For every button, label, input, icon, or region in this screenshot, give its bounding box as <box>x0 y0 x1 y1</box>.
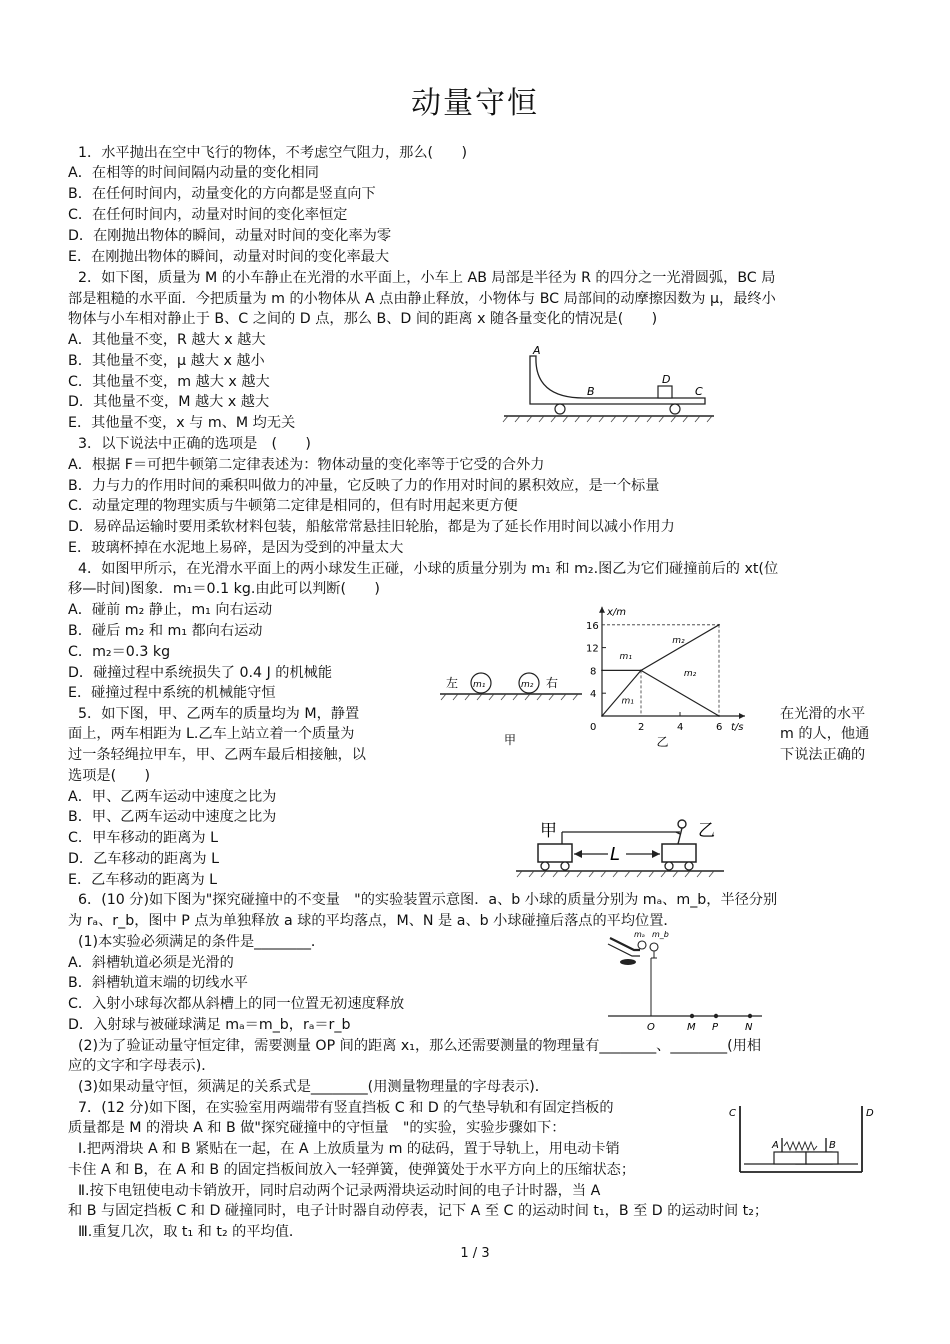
q5-option-e: E．乙车移动的距离为 L <box>68 872 218 888</box>
q3-option-a: A．根据 F＝可把牛顿第二定律表述为：物体动量的变化率等于它受的合外力 <box>68 457 545 473</box>
q1-option-a: A．在相等的时间间隔内动量的变化相同 <box>68 165 319 181</box>
car-jia-wheel-left <box>541 862 549 870</box>
series-1-point-3 <box>718 715 720 717</box>
q5-stem-line2: 面上，两车相距为 L.乙车上站立着一个质量为 <box>68 726 355 742</box>
series-line-2 <box>602 625 719 671</box>
q6-subquestion-3: (3)如果动量守恒，须满足的关系式是________(用测量物理量的字母表示)． <box>78 1079 549 1095</box>
air-track-figure <box>726 1100 886 1180</box>
caption-yi: 乙 <box>656 735 669 748</box>
q4-option-b: B．碰后 m₂ 和 m₁ 都向右运动 <box>68 623 263 639</box>
y-tick-label-8: 8 <box>590 666 597 678</box>
q6-option-c: C．入射小球每次都从斜槽上的同一位置无初速度释放 <box>68 996 405 1012</box>
q2-option-b: B．其他量不变，μ 越大 x 越小 <box>68 353 265 369</box>
label-b: B <box>829 1140 836 1151</box>
car-jia-wheel-right <box>561 862 569 870</box>
label-a: A <box>533 344 541 357</box>
label-left: 左 <box>446 676 459 690</box>
label-a: A <box>772 1140 779 1151</box>
y-axis-arrow <box>599 607 605 613</box>
q1-option-b: B．在任何时间内，动量变化的方向都是竖直向下 <box>68 186 376 202</box>
label-m1: m₁ <box>473 680 486 690</box>
label-jia: 甲 <box>540 821 557 841</box>
ball-b <box>650 943 658 951</box>
cart-wheel-right <box>670 404 680 414</box>
q7-step2-line1: Ⅱ.按下电钮使电动卡销放开，同时启动两个记录两滑块运动时间的电子计时器，当 A <box>78 1183 601 1199</box>
q7-step1-line1: Ⅰ.把两滑块 A 和 B 紧贴在一起，在 A 上放质量为 m 的砝码，置于导轨上，用电动卡销 <box>78 1141 620 1157</box>
q6-option-a: A．斜槽轨道必须是光滑的 <box>68 955 234 971</box>
q5-stem-line3: 过一条轻绳拉甲车，甲、乙两车最后相接触，以 <box>68 747 366 763</box>
q5-option-c: C．甲车移动的距离为 L <box>68 830 219 846</box>
car-jia <box>538 844 572 862</box>
label-n: N <box>745 1022 753 1033</box>
label-yi: 乙 <box>698 821 715 841</box>
label-m2: m₂ <box>521 680 534 690</box>
q4-option-e: E．碰撞过程中系统的机械能守恒 <box>68 685 276 701</box>
label-m: M <box>687 1022 696 1033</box>
balls-figure <box>436 662 586 748</box>
car-yi-wheel-right <box>685 862 693 870</box>
label-d: D <box>662 373 671 386</box>
car-yi-wheel-left <box>665 862 673 870</box>
person-figure <box>676 820 686 844</box>
chute-stand <box>620 959 636 965</box>
q6-subquestion-2-line1: (2)为了验证动量守恒定律，需要测量 OP 间的距离 x₁，那么还需要测量的物理量有________、________(用相 <box>78 1038 762 1054</box>
series-2-point-2 <box>640 670 642 672</box>
label-c: C <box>695 385 703 398</box>
label-d: D <box>866 1108 874 1119</box>
car-yi <box>662 844 696 862</box>
car-ground-hatch <box>517 871 714 877</box>
q4-option-d: D．碰撞过程中系统损失了 0.4 J 的机械能 <box>68 665 333 681</box>
cart-wheel-left <box>555 404 565 414</box>
series-line-1 <box>602 670 719 716</box>
q4-option-c: C．m₂＝0.3 kg <box>68 644 171 660</box>
caption-jia: 甲 <box>504 733 517 747</box>
q7-step1-line2: 卡住 A 和 B，在 A 和 B 的固定挡板间放入一轻弹簧，使弹簧处于水平方向上的压缩状态； <box>68 1162 636 1178</box>
y-tick-label-4: 4 <box>590 689 597 701</box>
q3-option-e: E．玻璃杯掉在水泥地上易碎，是因为受到的冲量太大 <box>68 540 404 556</box>
q4-stem-line1: 4．如图甲所示，在光滑水平面上的两小球发生正碰，小球的质量分别为 m₁ 和 m₂.图乙为它们碰撞前后的 xt(位 <box>78 561 779 577</box>
q2-option-a: A．其他量不变，R 越大 x 越大 <box>68 332 266 348</box>
x-tick-label-4: 4 <box>677 722 684 733</box>
series-2-point-3 <box>718 624 720 626</box>
q7-step2-line2: 和 B 与固定挡板 C 和 D 碰撞同时，电子计时器自动停表，记下 A 至 C 的运动时间 t₁，B 至 D 的运动时间 t₂； <box>68 1203 769 1219</box>
chart-series <box>601 624 720 717</box>
slider-a <box>774 1152 806 1164</box>
x-tick-label-6: 6 <box>716 722 723 733</box>
y-tick-label-16: 16 <box>586 620 599 632</box>
q7-stem-line1: 7．(12 分)如下图，在实验室用两端带有竖直挡板 C 和 D 的气垫导轨和有固定挡板的 <box>78 1100 614 1116</box>
point-n <box>748 1014 752 1018</box>
spring <box>784 1142 817 1150</box>
cart-arc-figure <box>500 342 720 424</box>
point-p <box>714 1014 718 1018</box>
label-p: P <box>712 1022 719 1033</box>
q2-option-d: D．其他量不变，M 越大 x 越大 <box>68 394 270 410</box>
document-title: 动量守恒 <box>411 86 539 121</box>
q6-stem-line2: 为 rₐ、r_b，图中 P 点为单独释放 a 球的平均落点，M、N 是 a、b 小球碰撞后落点的平均位置． <box>68 913 678 929</box>
series-2-label-after: m₂ <box>672 636 685 647</box>
label-b: B <box>587 385 595 398</box>
surface-hatch <box>441 694 578 700</box>
q5-stem-line4: 选项是( ) <box>68 768 151 784</box>
series-2-label-before: m₂ <box>683 669 697 680</box>
q5-option-a: A．甲、乙两车运动中速度之比为 <box>68 789 277 805</box>
q5-option-b: B．甲、乙两车运动中速度之比为 <box>68 809 277 825</box>
label-right: 右 <box>546 676 559 690</box>
distance-arrow-left-head <box>574 850 582 858</box>
q7-step3: Ⅲ.重复几次，取 t₁ 和 t₂ 的平均值． <box>78 1224 304 1240</box>
q6-stem-line1: 6．(10 分)如下图为"探究碰撞中的不变量 "的实验装置示意图．a、b 小球的质量分别为 mₐ、m_b，半径分别 <box>78 892 778 908</box>
q5-stem-line1: 5．如下图，甲、乙两车的质量均为 M，静置 <box>78 706 360 722</box>
q5-stem-line2-right: m 的人，他通 <box>780 726 870 742</box>
x-tick-label-0: 0 <box>590 722 597 733</box>
q6-option-b: B．斜槽轨道末端的切线水平 <box>68 975 248 991</box>
q6-subquestion-1: (1)本实验必须满足的条件是________． <box>78 934 326 950</box>
q1-option-c: C．在任何时间内，动量对时间的变化率恒定 <box>68 207 348 223</box>
series-1-label-before: m₁ <box>621 696 634 707</box>
q3-stem: 3．以下说法中正确的选项是 ( ) <box>78 436 311 452</box>
series-1-point-1 <box>601 715 603 717</box>
q1-option-e: E．在刚抛出物体的瞬间，动量对时间的变化率最大 <box>68 249 390 265</box>
q4-option-a: A．碰前 m₂ 静止，m₁ 向右运动 <box>68 602 273 618</box>
series-2-point-1 <box>601 670 603 672</box>
label-mb: m_b <box>652 930 669 939</box>
chute <box>610 938 640 950</box>
block-d <box>658 386 672 398</box>
y-tick-label-12: 12 <box>586 643 599 655</box>
q7-stem-line2: 质量都是 M 的滑块 A 和 B 做"探究碰撞中的守恒量 "的实验，实验步骤如下： <box>68 1120 566 1136</box>
label-l: L <box>610 844 621 865</box>
q6-subquestion-2-line2: 应的文字和字母表示)． <box>68 1058 216 1074</box>
collision-setup-figure <box>604 928 766 1034</box>
xt-chart <box>584 598 774 748</box>
q1-stem: 1．水平抛出在空中飞行的物体，不考虑空气阻力，那么( ) <box>78 145 467 161</box>
series-1-label-after: m₁ <box>619 652 632 662</box>
q4-stem-line2: 移—时间)图象．m₁＝0.1 kg.由此可以判断( ) <box>68 581 380 597</box>
q5-option-d: D．乙车移动的距离为 L <box>68 851 220 867</box>
q2-stem-line2: 部是粗糙的水平面．今把质量为 m 的小物体从 A 点由静止释放，小物体与 BC 局部间的动摩擦因数为 μ，最终小 <box>68 291 776 307</box>
q2-stem-line3: 物体与小车相对静止于 B、C 之间的 D 点，那么 B、D 间的距离 x 随各量变化的情况是( ) <box>68 311 658 327</box>
q6-option-d: D．入射球与被碰球满足 mₐ＝m_b，rₐ＝r_b <box>68 1017 351 1033</box>
q5-stem-line3-right: 下说法正确的 <box>780 747 866 763</box>
q1-option-d: D．在刚抛出物体的瞬间，动量对时间的变化率为零 <box>68 228 392 244</box>
slider-b <box>806 1152 838 1164</box>
x-tick-label-2: 2 <box>638 722 645 733</box>
q3-option-b: B．力与力的作用时间的乘积叫做力的冲量，它反映了力的作用对时间的累积效应，是一个标量 <box>68 478 660 494</box>
point-m <box>690 1014 694 1018</box>
label-ma: mₐ <box>634 930 645 939</box>
two-cars-figure <box>512 814 727 890</box>
q3-option-c: C．动量定理的物理实质与牛顿第二定律是相同的，但有时用起来更方便 <box>68 498 518 514</box>
q2-option-c: C．其他量不变，m 越大 x 越大 <box>68 374 270 390</box>
q3-option-d: D．易碎品运输时要用柔软材料包装，船舷常常悬挂旧轮胎，都是为了延长作用时间以减小作用力 <box>68 519 675 535</box>
label-o: O <box>647 1022 655 1033</box>
x-axis-label: t/s <box>731 722 744 733</box>
cart-body <box>530 356 705 404</box>
ground-hatch <box>503 416 712 422</box>
q2-stem-line1: 2．如下图，质量为 M 的小车静止在光滑的水平面上，小车上 AB 局部是半径为 R 的四分之一光滑圆弧，BC 局 <box>78 270 776 286</box>
x-axis-arrow <box>739 713 745 719</box>
q2-option-e: E．其他量不变，x 与 m、M 均无关 <box>68 415 296 431</box>
q5-stem-line1-right: 在光滑的水平 <box>780 706 866 722</box>
y-axis-label: x/m <box>607 606 627 618</box>
page-number: 1 / 3 <box>460 1246 490 1261</box>
distance-arrow-right-head <box>652 850 660 858</box>
label-c: C <box>729 1108 736 1119</box>
ball-a <box>638 941 646 949</box>
